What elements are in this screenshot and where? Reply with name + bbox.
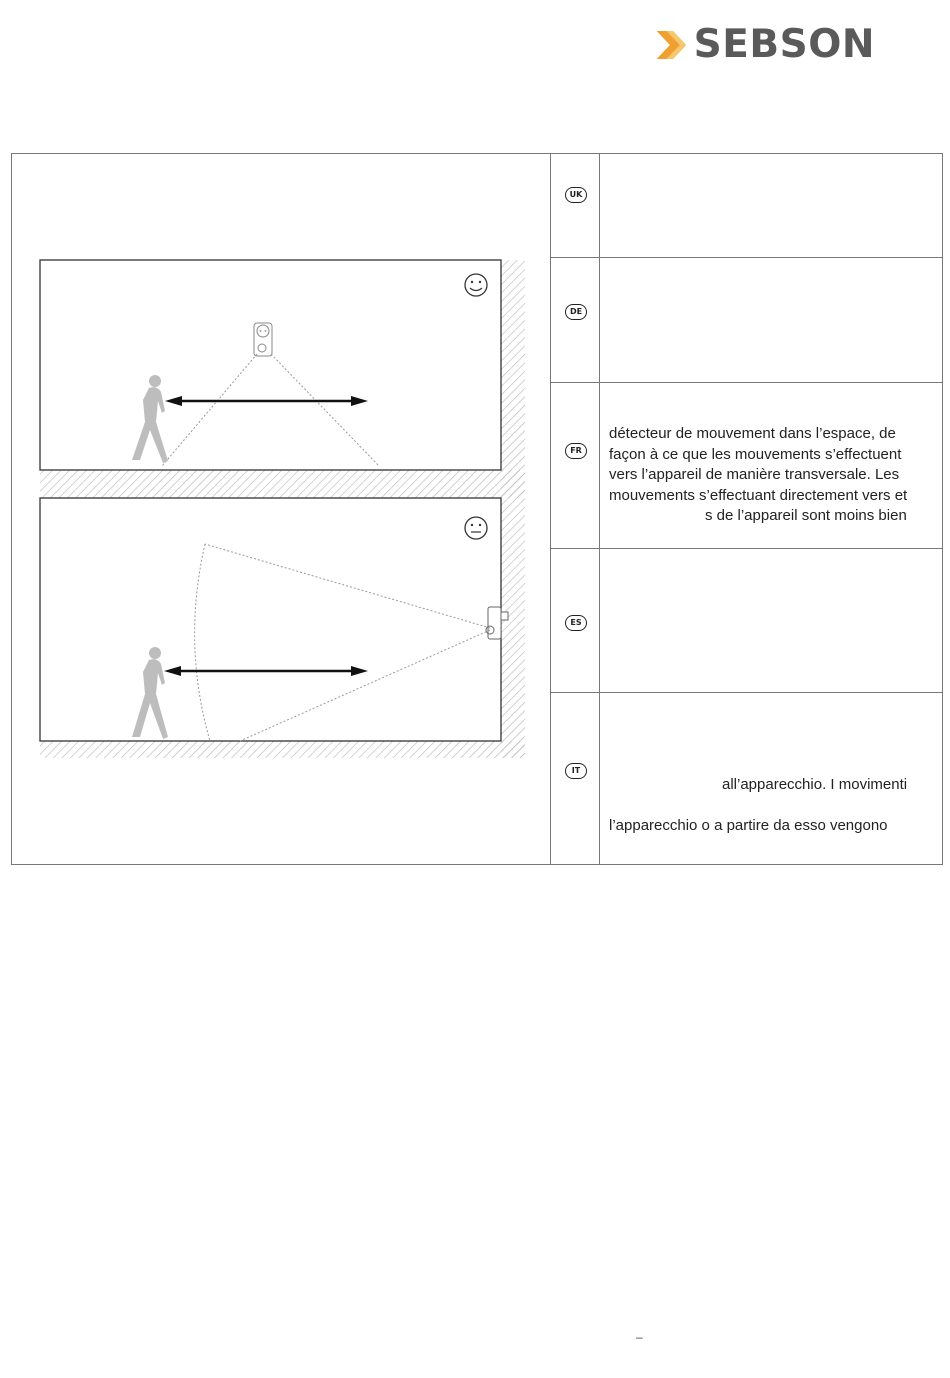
brand-name: SEBSON	[693, 22, 875, 67]
it-flag-badge: IT	[565, 763, 587, 779]
page-number: –	[636, 1330, 643, 1344]
uk-flag-badge: UK	[565, 187, 587, 203]
es-flag-badge: ES	[565, 615, 587, 631]
floor-hatch-bottom	[40, 741, 525, 758]
ceiling-detector-icon	[254, 323, 272, 356]
fr-instruction-text	[609, 424, 931, 527]
placement-illustration	[12, 154, 550, 864]
it-instruction-text: all’apparecchio. I movimenti	[722, 776, 908, 793]
fr-flag-badge: FR	[565, 443, 587, 459]
text-line: s de l’appareil sont moins bien	[705, 507, 907, 525]
text-line: vers l’appareil de manière transversale. Les	[609, 466, 900, 484]
text-line: façon à ce que les mouvements s’effectuent	[609, 445, 902, 463]
language-row-uk	[551, 154, 943, 257]
it-instruction-text: l’apparecchio o a partire da esso vengono	[609, 817, 888, 834]
language-row-es	[551, 548, 943, 692]
text-line: détecteur de mouvement dans l’espace, de	[609, 425, 896, 442]
instruction-table	[11, 153, 943, 865]
bottom-room-panel	[40, 498, 508, 741]
top-room-panel	[40, 260, 501, 470]
language-row-de	[551, 257, 943, 382]
brand-logo	[655, 24, 875, 66]
chevron-logo-icon	[655, 26, 690, 64]
floor-hatch-middle	[40, 470, 525, 498]
text-line: mouvements s’effectuant directement vers et	[609, 486, 908, 504]
de-flag-badge: DE	[565, 304, 587, 320]
language-row-it	[551, 692, 943, 864]
wall-hatch	[501, 260, 525, 758]
language-row-fr	[551, 382, 943, 548]
